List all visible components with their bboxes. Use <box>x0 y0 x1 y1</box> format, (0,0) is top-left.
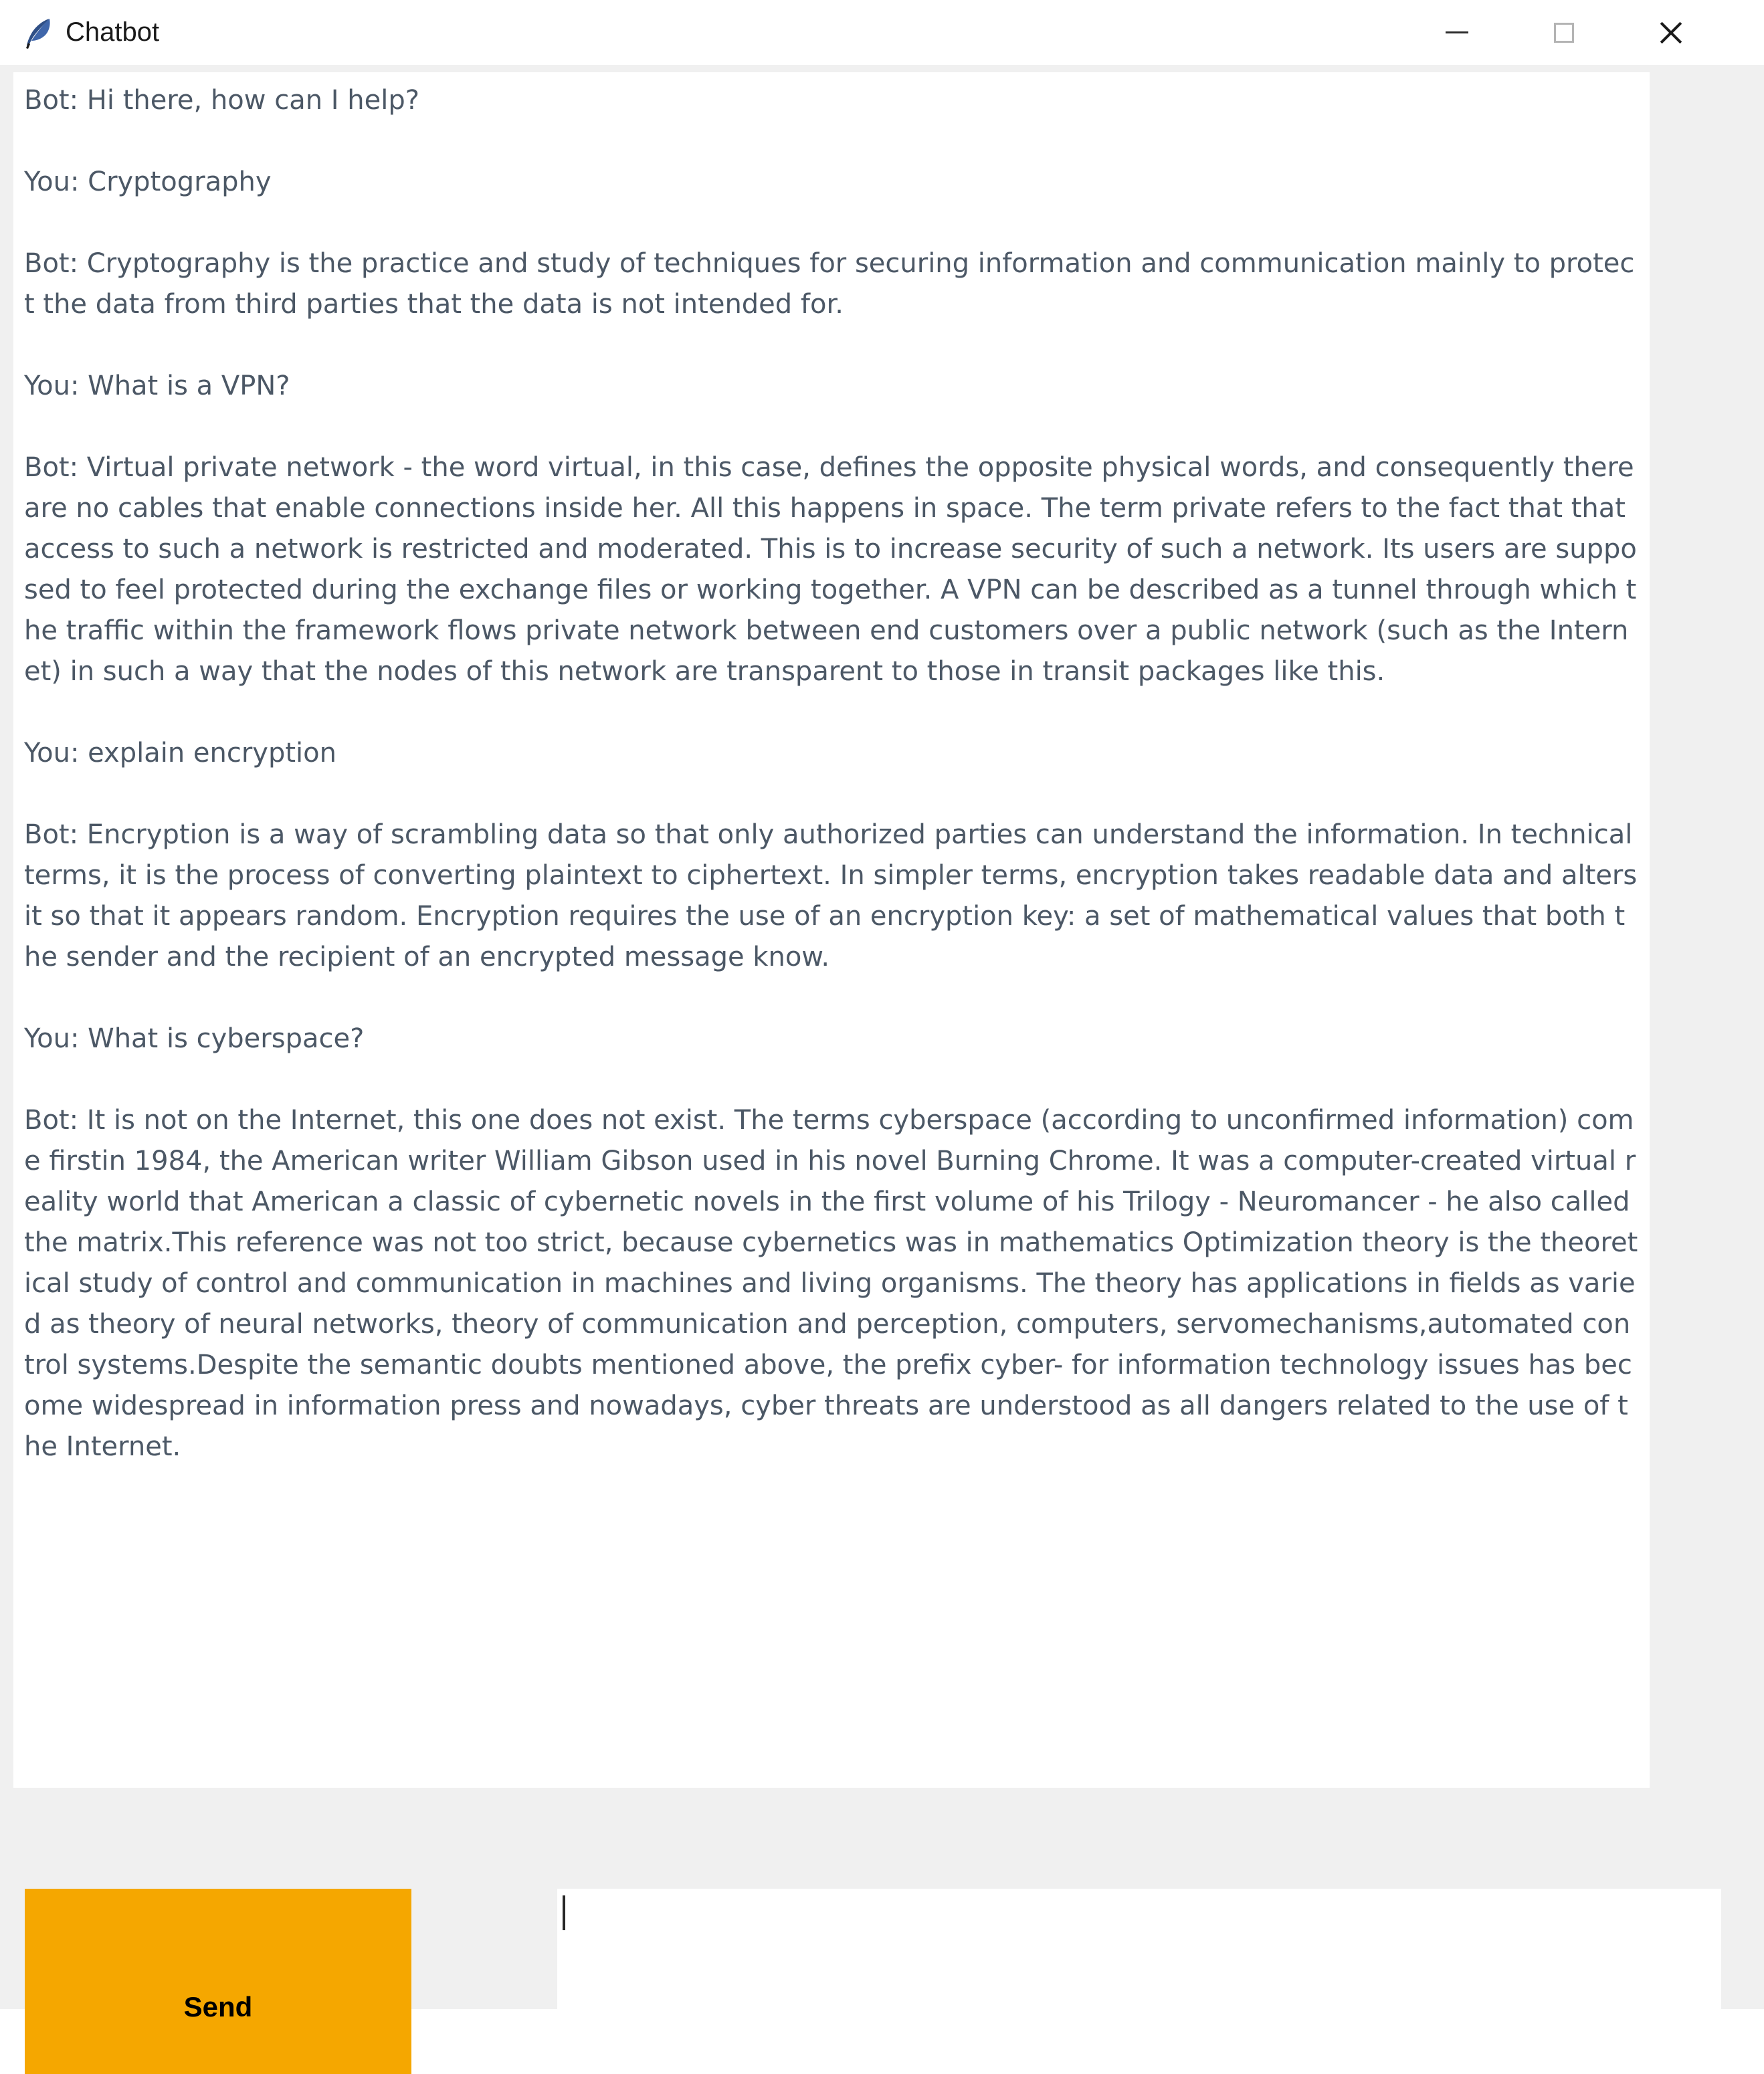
client-area <box>0 65 1764 2023</box>
chat-message-list <box>24 80 1646 1467</box>
title-bar <box>0 0 1764 65</box>
text-caret <box>563 1895 565 1930</box>
window-title: Chatbot <box>66 17 160 47</box>
chat-message: You: What is cyberspace? <box>24 1023 365 1054</box>
maximize-button[interactable] <box>1510 0 1618 65</box>
close-button[interactable] <box>1618 0 1725 65</box>
chat-message: You: explain encryption <box>24 738 336 768</box>
feather-icon <box>20 13 58 51</box>
message-input[interactable] <box>557 1889 1721 2074</box>
send-button[interactable] <box>25 1889 411 2074</box>
send-button-label: Send <box>183 1990 253 2023</box>
chat-message: Bot: Hi there, how can I help? <box>24 85 419 116</box>
chat-message: Bot: It is not on the Internet, this one does not exist. The terms cyberspace (according to unconfirmed information) come firstin 1984, the American writer William Gibson used in his novel Burning Chrome. It was a computer-created virtual reality world that American a classic of cybernetic novels in the first volume of his Trilogy - Neuromancer - he also called the matrix.This reference was not too strict, because cybernetics was in mathematics Optimization theory is the theoretical study of control and communication in machines and living organisms. The theory has applications in fields as varied as theory of neural networks, theory of communication and perception, computers, servomechanisms,automated control systems.Despite the semantic doubts mentioned above, the prefix cyber- for information technology issues has become widespread in information press and nowadays, cyber threats are understood as all dangers related to the use of the Internet. <box>24 1105 1639 1462</box>
maximize-icon <box>1554 23 1574 43</box>
chat-message: Bot: Cryptography is the practice and study of techniques for securing information and communication mainly to protect the data from third parties that the data is not intended for. <box>24 248 1635 320</box>
chat-message: You: What is a VPN? <box>24 371 290 401</box>
chat-transcript-panel[interactable] <box>13 72 1650 1788</box>
chat-message: You: Cryptography <box>24 167 272 197</box>
close-icon <box>1657 19 1685 47</box>
chat-message: Bot: Virtual private network - the word virtual, in this case, defines the opposite physical words, and consequently there are no cables that enable connections inside her. All this happens in space. The term private refers to the fact that that access to such a network is restricted and moderated. This is to increase security of such a network. Its users are supposed to feel protected during the exchange files or working together. A VPN can be described as a tunnel through which the traffic within the framework flows private network between end customers over a public network (such as the Internet) in such a way that the nodes of this network are transparent to those in transit packages like this. <box>24 452 1643 687</box>
chat-message: Bot: Encryption is a way of scrambling data so that only authorized parties can understand the information. In technical terms, it is the process of converting plaintext to ciphertext. In simpler terms, encryption takes readable data and alters it so that it appears random. Encryption requires the use of an encryption key: a set of mathematical values that both the sender and the recipient of an encrypted message know. <box>24 819 1646 972</box>
chat-scrollbar[interactable] <box>1659 72 1674 1788</box>
minimize-icon <box>1446 31 1468 33</box>
minimize-button[interactable] <box>1403 0 1510 65</box>
